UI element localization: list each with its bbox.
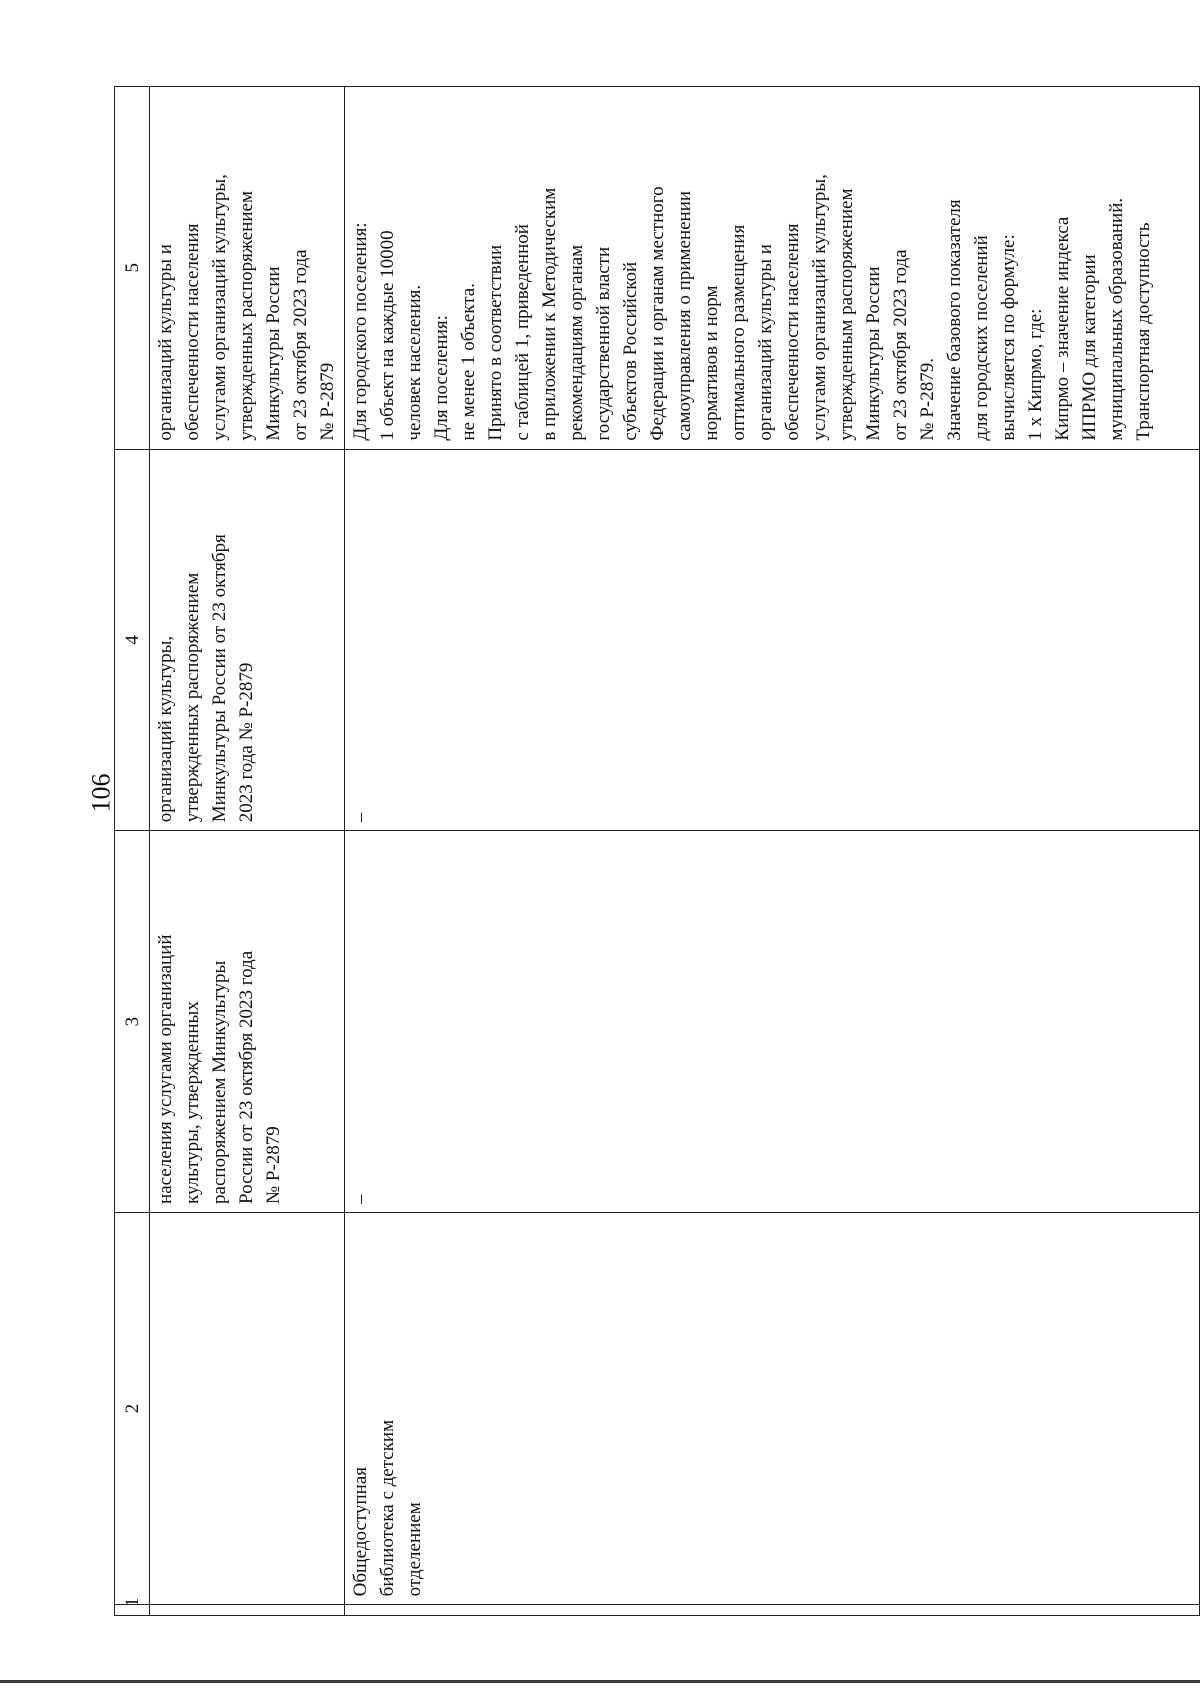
header-col-4: 4 — [115, 449, 150, 831]
row2-col1-cell — [345, 1605, 1200, 1616]
header-col-2: 2 — [115, 1212, 150, 1604]
row1-col5-cell: организаций культуры и обеспеченности населения услугами организаций культуры, утвержденных распоряжением Минкультуры России от 23 октября 2023 года № Р-2879 — [150, 87, 345, 450]
table-row — [150, 87, 345, 1616]
row2-col2-facility-cell: Общедоступная библиотека с детским отделением — [345, 1212, 1200, 1604]
table-header-row — [115, 87, 150, 1616]
row1-col2-cell — [150, 1212, 345, 1604]
row2-col4-cell: – — [345, 449, 1200, 831]
row2-col5-norm-cell: Для городского поселения: 1 объект на каждые 10000 человек населения. Для поселения: не менее 1 объекта. Принято в соответствии с таблицей 1, приведенной в приложении к Методическим рекомендациям органам государственной власти субъектов Российской Федерации и органам местного самоуправления о применении нормативов и норм оптимального размещения организаций культуры и обеспеченности населения услугами организаций культуры, утвержденным распоряжением Минкультуры России от 23 октября 2023 года № Р-2879. Значение базового показателя для городских поселений вычисляется по формуле: 1 x Кипрмо, где: Кипрмо – значение индекса ИПРМО для категории муниципальных образований. Транспортная доступность — [345, 87, 1200, 450]
standards-table — [114, 86, 1200, 1616]
scan-page-edge — [0, 1680, 1200, 1683]
header-col-5: 5 — [115, 87, 150, 450]
row1-col4-cell: организаций культуры, утвержденных распоряжением Минкультуры России от 23 октября 2023 года № Р-2879 — [150, 449, 345, 831]
header-col-1: 1 — [115, 1605, 150, 1616]
table-row — [345, 87, 1200, 1616]
page-number: 106 — [86, 773, 116, 813]
header-col-3: 3 — [115, 831, 150, 1213]
row1-col1-cell — [150, 1605, 345, 1616]
row1-col3-cell: населения услугами организаций культуры, утвержденных распоряжением Минкультуры России от 23 октября 2023 года № Р-2879 — [150, 831, 345, 1213]
row2-col3-cell: – — [345, 831, 1200, 1213]
